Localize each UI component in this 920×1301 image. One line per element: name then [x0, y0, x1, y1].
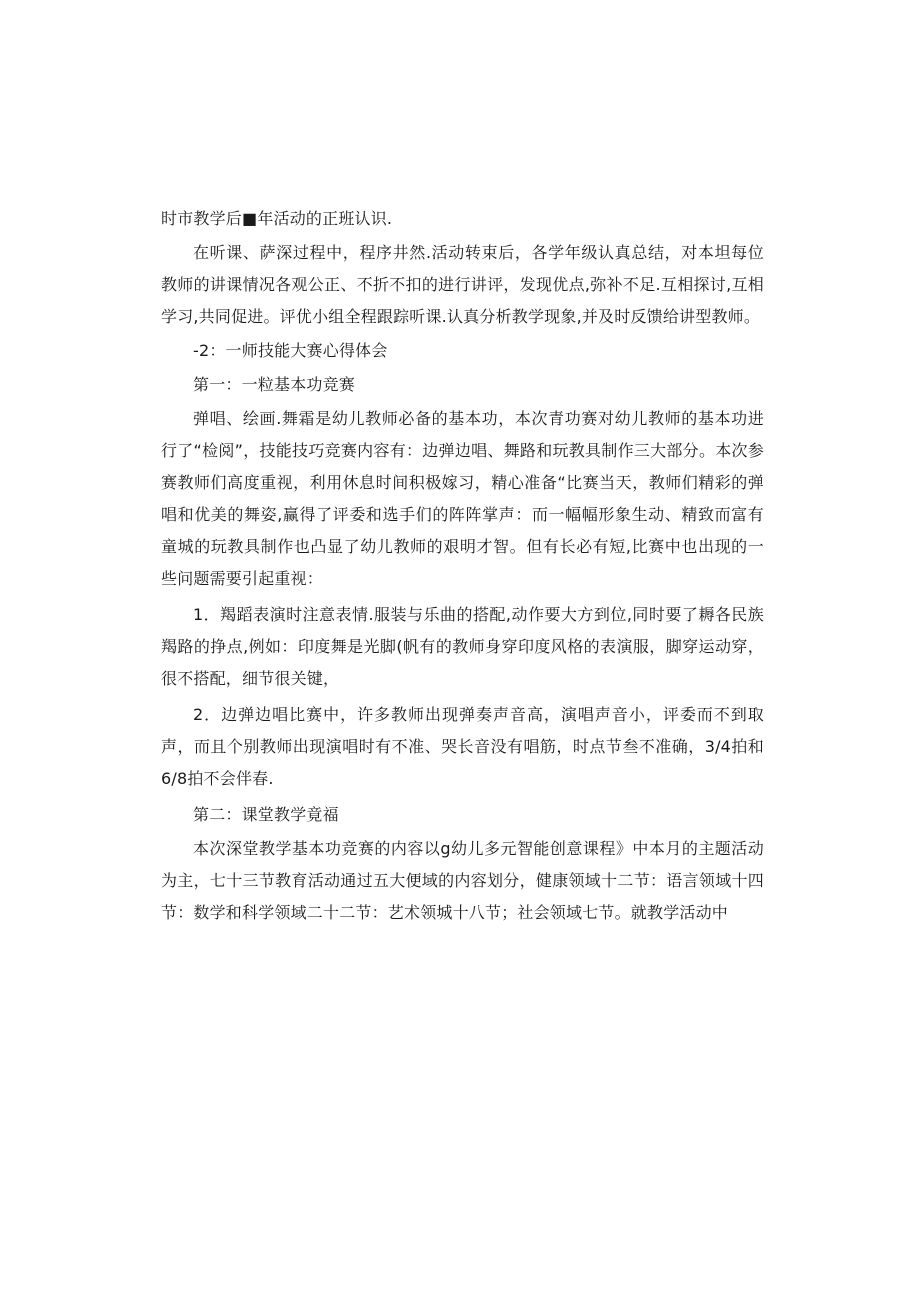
subheading-classroom-teaching: 第二：课堂教学竟福 — [193, 805, 339, 824]
section-heading-contest-reflections: -2：一师技能大赛心得体会 — [193, 341, 388, 360]
paragraph-review-process: 在听课、萨深过程中，程序井然.活动转束后，各学年级认真总结，对本坦每位教师的讲课情况各观公正、不折不扣的进行讲评，发现优点,弥补不足.互相探讨,互相学习,共同促进。评优小组全程跟踪听课.认真分析教学现象,并及时反馈给讲型教师。 — [161, 243, 764, 326]
document-body — [161, 203, 764, 929]
paragraph-basic-skills: 弹唱、绘画.舞霜是幼儿教师必备的基本功，本次青功赛对幼儿教师的基本功进行了“检阅”，技能技巧竞赛内容有：边弹边唱、舞路和玩教具制作三大部分。本次参赛教师们高度重视，利用休息时间积极嫁习，精心准备“比赛当天，教师们精彩的弹唱和优美的舞姿,赢得了评委和选手们的阵阵掌声：而一幅幅形象生动、精致而富有童城的玩教具制作也凸显了幼儿教师的艰明才智。但有长必有短,比赛中也出现的一些问题需要引起重视： — [161, 409, 764, 588]
list-item-singing: 2．边弹边唱比赛中，许多教师出现弹奏声音高，演唱声音小，评委而不到取声，而且个别教师出现演唱时有不准、哭长音没有唱筋，时点节叁不准确，3/4拍和6/8拍不会伴春. — [161, 705, 764, 788]
paragraph-classroom-teaching: 本次深堂教学基本功竞赛的内容以g幼儿多元智能创意课程》中本月的主题活动为主，七十三节教育活动通过五大便域的内容划分，健康领域十二节：语言领域十四节：数学和科学领域二十二节：艺术领城十八节；社会领域七节。就教学活动中 — [161, 839, 764, 922]
paragraph-continuation: 时市教学后■年活动的正班认识. — [161, 209, 393, 228]
list-item-dance: 1．羯蹈表演时注意表情.服装与乐曲的搭配,动作要大方到位,同时要了耨各民族羯路的挣点,例如：印度舞是光脚(帆有的教师身穿印度风格的表演服，脚穿运动穿，很不搭配，细节很关键， — [161, 605, 764, 688]
subheading-basic-skills: 第一：一粒基本功竞赛 — [193, 375, 356, 394]
